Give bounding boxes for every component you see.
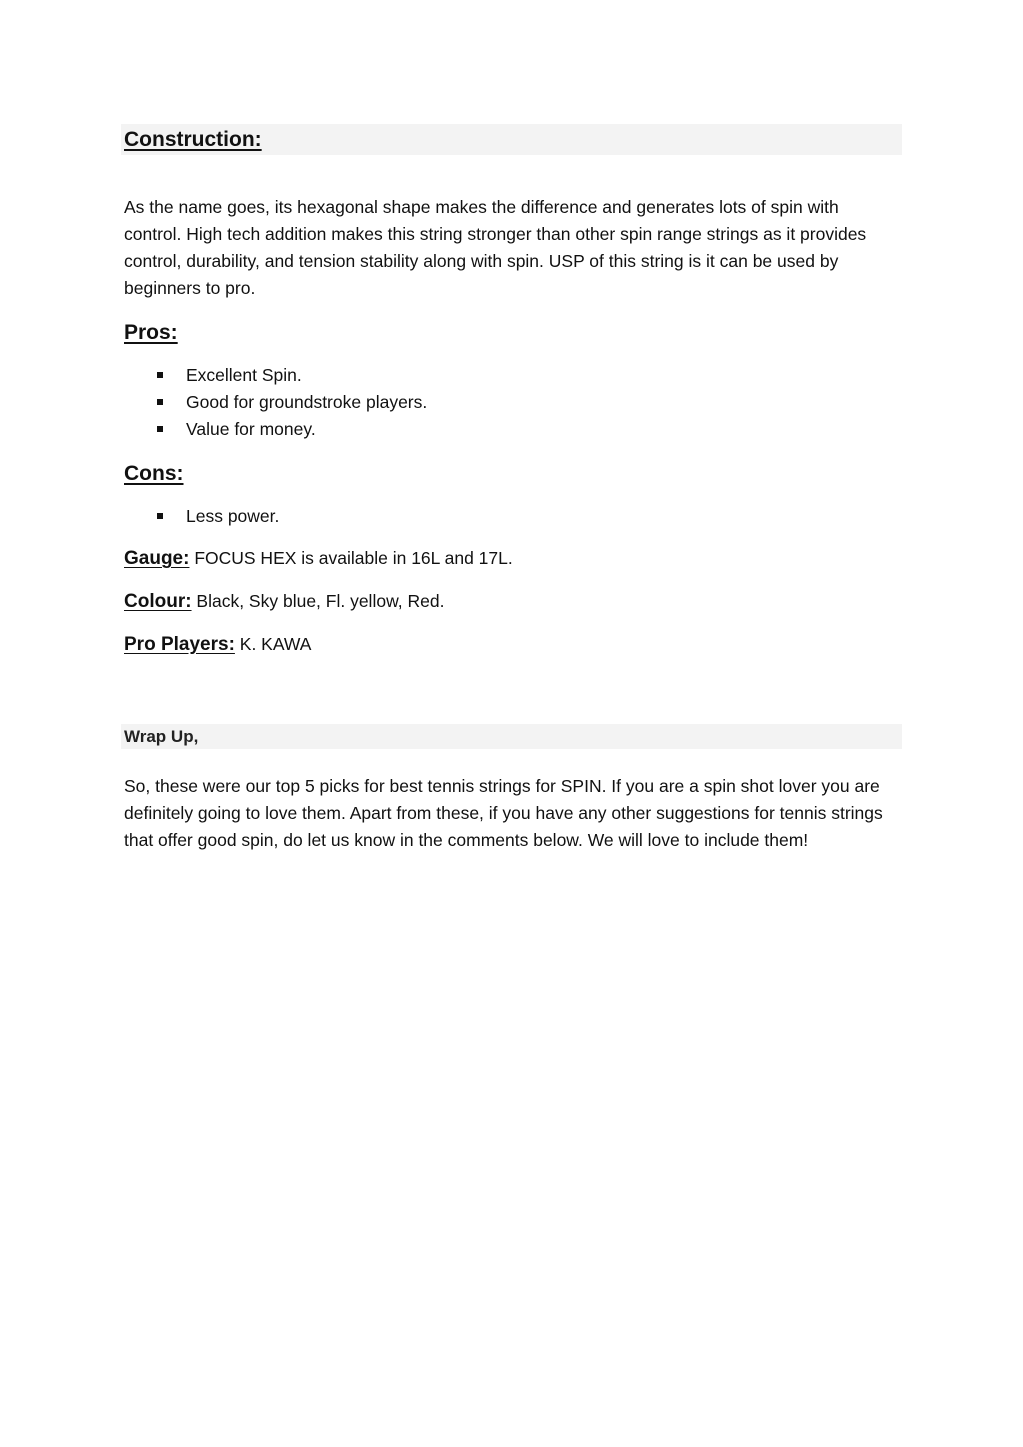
pros-item-text: Excellent Spin. xyxy=(186,365,302,385)
gauge-line xyxy=(124,545,513,572)
colour-value: Black, Sky blue, Fl. yellow, Red. xyxy=(191,591,445,611)
list-item xyxy=(124,389,427,416)
gauge-label: Gauge: xyxy=(124,548,190,569)
pro-players-label: Pro Players: xyxy=(124,634,235,655)
wrap-up-heading: Wrap Up, xyxy=(124,727,199,746)
colour-label: Colour: xyxy=(124,591,192,612)
pros-list xyxy=(124,362,427,443)
gauge-value: FOCUS HEX is available in 16L and 17L. xyxy=(189,548,513,568)
list-item xyxy=(124,362,427,389)
cons-list xyxy=(124,503,279,530)
pros-heading: Pros: xyxy=(124,321,178,344)
pros-item-text: Good for groundstroke players. xyxy=(186,392,428,412)
wrap-up-paragraph: So, these were our top 5 picks for best tennis strings for SPIN. If you are a spin shot lover you are definitely going to love them. Apart from these, if you have any other suggestions for tennis strings that offer good spin, do let us know in the comments below. We will love to include them! xyxy=(124,776,883,850)
cons-item-text: Less power. xyxy=(186,506,280,526)
construction-heading: Construction: xyxy=(124,128,262,151)
construction-paragraph: As the name goes, its hexagonal shape makes the difference and generates lots of spin with control. High tech addition makes this string stronger than other spin range strings as it provides control, durability, and tension stability along with spin. USP of this string is it can be used by beginners to pro. xyxy=(124,197,867,298)
pro-players-value: K. KAWA xyxy=(234,634,312,654)
colour-line xyxy=(124,588,444,615)
pro-players-line xyxy=(124,631,311,658)
square-bullet-icon xyxy=(157,399,163,405)
cons-heading: Cons: xyxy=(124,462,184,485)
square-bullet-icon xyxy=(157,372,163,378)
wrap-up-heading-band xyxy=(121,724,902,749)
pros-item-text: Value for money. xyxy=(186,419,316,439)
list-item xyxy=(124,416,427,443)
square-bullet-icon xyxy=(157,426,163,432)
list-item xyxy=(124,503,279,530)
square-bullet-icon xyxy=(157,513,163,519)
